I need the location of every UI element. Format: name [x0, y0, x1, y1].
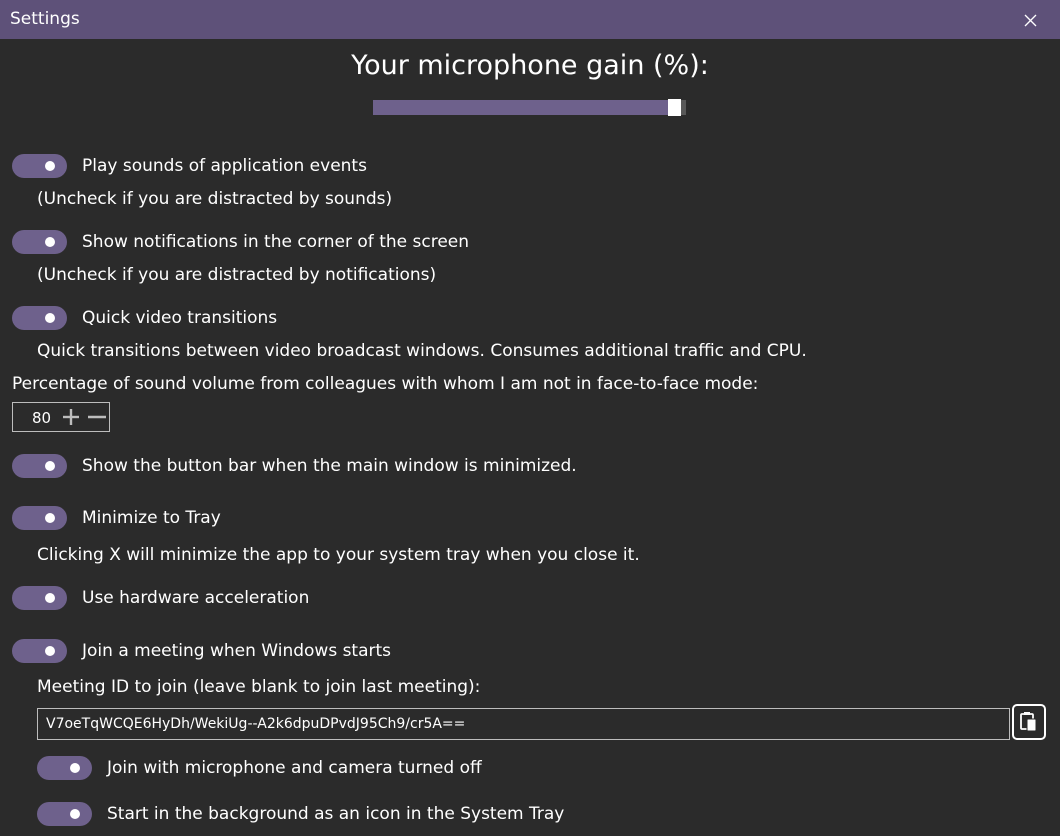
- start-background-label: Start in the background as an icon in the System Tray: [107, 804, 565, 824]
- minus-icon[interactable]: [87, 407, 107, 427]
- toggle-knob: [70, 809, 80, 819]
- join-muted-toggle[interactable]: [37, 756, 92, 780]
- gain-slider-fill: [373, 100, 678, 115]
- plus-icon[interactable]: [61, 407, 81, 427]
- meeting-id-input[interactable]: [37, 708, 1010, 740]
- quick-video-label: Quick video transitions: [82, 308, 278, 328]
- close-icon[interactable]: [1016, 6, 1044, 34]
- microphone-gain-slider[interactable]: [373, 100, 686, 115]
- show-notifications-label: Show notifications in the corner of the screen: [82, 232, 470, 252]
- minimize-tray-toggle[interactable]: [12, 506, 67, 530]
- show-notifications-toggle[interactable]: [12, 230, 67, 254]
- toggle-knob: [70, 763, 80, 773]
- close-button[interactable]: [1016, 6, 1044, 34]
- toggle-knob: [45, 593, 55, 603]
- volume-decrease-button[interactable]: [87, 407, 107, 427]
- start-background-toggle[interactable]: [37, 802, 92, 826]
- quick-video-toggle[interactable]: [12, 306, 67, 330]
- join-muted-label: Join with microphone and camera turned off: [107, 758, 482, 778]
- toggle-knob: [45, 313, 55, 323]
- paste-icon[interactable]: [1014, 706, 1044, 738]
- toggle-knob: [45, 237, 55, 247]
- hardware-acceleration-toggle[interactable]: [12, 586, 67, 610]
- volume-stepper[interactable]: [12, 402, 110, 432]
- button-bar-label: Show the button bar when the main window is minimized.: [82, 456, 577, 476]
- toggle-knob: [45, 461, 55, 471]
- toggle-knob: [45, 161, 55, 171]
- join-meeting-label: Join a meeting when Windows starts: [82, 641, 392, 661]
- gain-slider-thumb[interactable]: [668, 99, 681, 116]
- toggle-knob: [45, 513, 55, 523]
- meeting-id-label: Meeting ID to join (leave blank to join last meeting):: [37, 677, 481, 697]
- minimize-tray-label: Minimize to Tray: [82, 508, 221, 528]
- minimize-tray-hint: Clicking X will minimize the app to your system tray when you close it.: [37, 545, 640, 565]
- play-sounds-label: Play sounds of application events: [82, 156, 367, 176]
- toggle-knob: [45, 646, 55, 656]
- volume-increase-button[interactable]: [61, 407, 81, 427]
- volume-value[interactable]: 80: [32, 409, 52, 427]
- microphone-gain-title: Your microphone gain (%):: [351, 50, 709, 81]
- window-title: Settings: [10, 9, 80, 29]
- play-sounds-toggle[interactable]: [12, 154, 67, 178]
- show-notifications-hint: (Uncheck if you are distracted by notifications): [37, 265, 437, 285]
- quick-video-hint: Quick transitions between video broadcast windows. Consumes additional traffic and CPU.: [37, 341, 807, 361]
- title-bar: [0, 0, 1060, 39]
- volume-label: Percentage of sound volume from colleagues with whom I am not in face-to-face mode:: [12, 374, 759, 394]
- button-bar-toggle[interactable]: [12, 454, 67, 478]
- hardware-acceleration-label: Use hardware acceleration: [82, 588, 310, 608]
- paste-button[interactable]: [1012, 704, 1046, 740]
- join-meeting-toggle[interactable]: [12, 639, 67, 663]
- play-sounds-hint: (Uncheck if you are distracted by sounds): [37, 189, 393, 209]
